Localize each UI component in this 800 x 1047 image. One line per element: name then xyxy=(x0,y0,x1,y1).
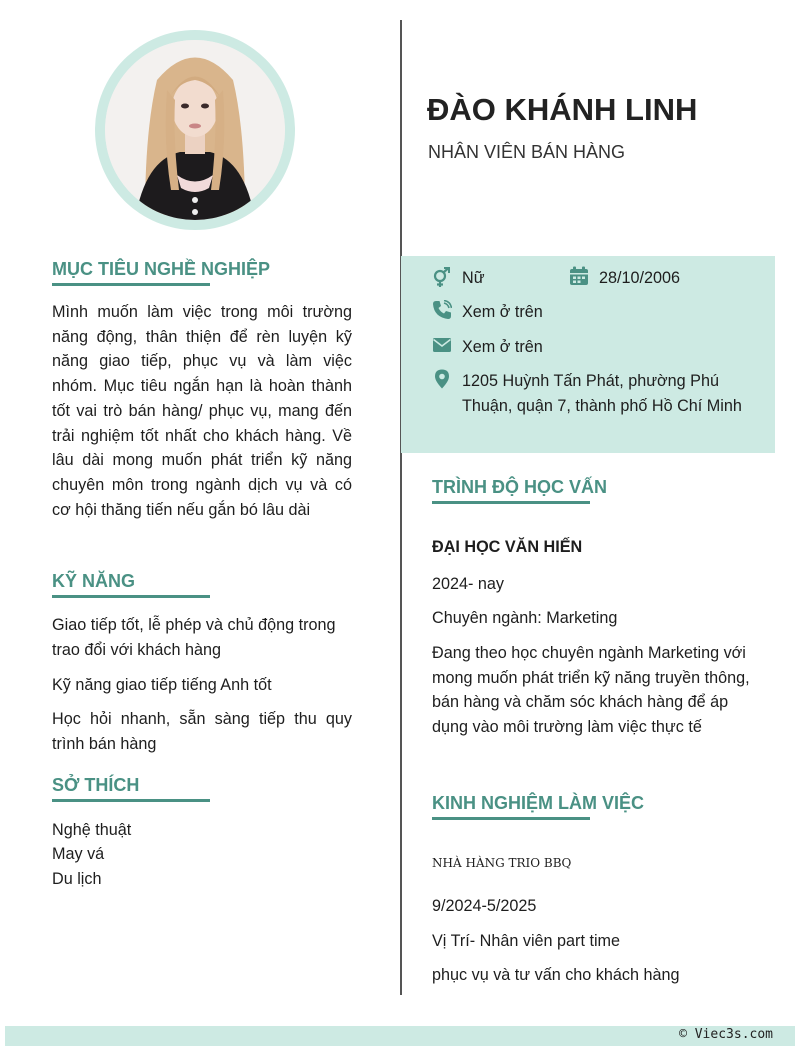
hobby-item: May vá xyxy=(52,845,105,863)
education-description: Đang theo học chuyên ngành Marketing với mong muốn phát triển kỹ năng truyền thông, bán hàng và chăm sóc khách hàng để áp dụng vào môi trường làm việc thực tế xyxy=(432,644,750,737)
profile-photo-illustration xyxy=(105,40,285,220)
experience-underline xyxy=(432,817,590,820)
company-name: NHÀ HÀNG TRIO BBQ xyxy=(432,856,572,870)
skill-item: Học hỏi nhanh, sẵn sàng tiếp thu quy trình bán hàng xyxy=(52,710,352,753)
address-text: 1205 Huỳnh Tấn Phát, phường Phú Thuận, quận 7, thành phố Hồ Chí Minh xyxy=(462,372,742,415)
gender-text: Nữ xyxy=(462,269,485,287)
location-pin-icon xyxy=(432,369,452,389)
experience-period: 9/2024-5/2025 xyxy=(432,897,537,915)
hobbies-title: SỞ THÍCH xyxy=(52,775,140,795)
gender-icon xyxy=(432,267,452,287)
experience-description: phục vụ và tư vấn cho khách hàng xyxy=(432,966,680,984)
hobby-item: Nghệ thuật xyxy=(52,821,132,839)
skills-underline xyxy=(52,595,210,598)
job-title: NHÂN VIÊN BÁN HÀNG xyxy=(428,142,626,162)
education-major: Chuyên ngành: Marketing xyxy=(432,609,618,627)
hobbies-underline xyxy=(52,799,210,802)
skill-item: Giao tiếp tốt, lễ phép và chủ động trong trao đổi với khách hàng xyxy=(52,616,336,659)
avatar xyxy=(95,30,295,230)
phone-icon xyxy=(432,300,452,320)
footer-bar xyxy=(5,1026,795,1046)
career-goal-text: Mình muốn làm việc trong môi trường năng động, thân thiện để rèn luyện kỹ năng giao tiếp, phục vụ và làm việc nhóm. Mục tiêu ngắn hạn là hoàn thành tốt vai trò bán hàng/ phục vụ, mang đến trải nghiệm tốt nhất cho khách hàng. Về lâu dài mong muốn phát triển kỹ năng chuyên môn trong ngành dịch vụ và có cơ hội thăng tiến nếu gắn bó lâu dài xyxy=(52,303,352,519)
email-icon xyxy=(432,335,452,355)
career-goal-title: MỤC TIÊU NGHỀ NGHIỆP xyxy=(52,259,271,279)
education-title: TRÌNH ĐỘ HỌC VẤN xyxy=(432,477,607,497)
birthdate-text: 28/10/2006 xyxy=(599,269,681,287)
education-period: 2024- nay xyxy=(432,575,504,593)
skill-item: Kỹ năng giao tiếp tiếng Anh tốt xyxy=(52,676,272,694)
career-goal-underline xyxy=(52,283,210,286)
email-text: Xem ở trên xyxy=(462,338,543,356)
footer-copyright[interactable]: © Viec3s.com xyxy=(679,1027,773,1042)
hobby-item: Du lịch xyxy=(52,870,102,888)
skills-title: KỸ NĂNG xyxy=(52,571,136,591)
column-divider xyxy=(400,20,402,995)
experience-position: Vị Trí- Nhân viên part time xyxy=(432,932,621,950)
contact-panel xyxy=(401,256,775,453)
profile-photo xyxy=(105,40,285,220)
experience-title: KINH NGHIỆM LÀM VIỆC xyxy=(432,793,645,813)
school-name: ĐẠI HỌC VĂN HIẾN xyxy=(432,538,583,556)
education-underline xyxy=(432,501,590,504)
phone-text: Xem ở trên xyxy=(462,303,543,321)
candidate-name: ĐÀO KHÁNH LINH xyxy=(427,92,698,127)
calendar-icon xyxy=(569,266,589,286)
